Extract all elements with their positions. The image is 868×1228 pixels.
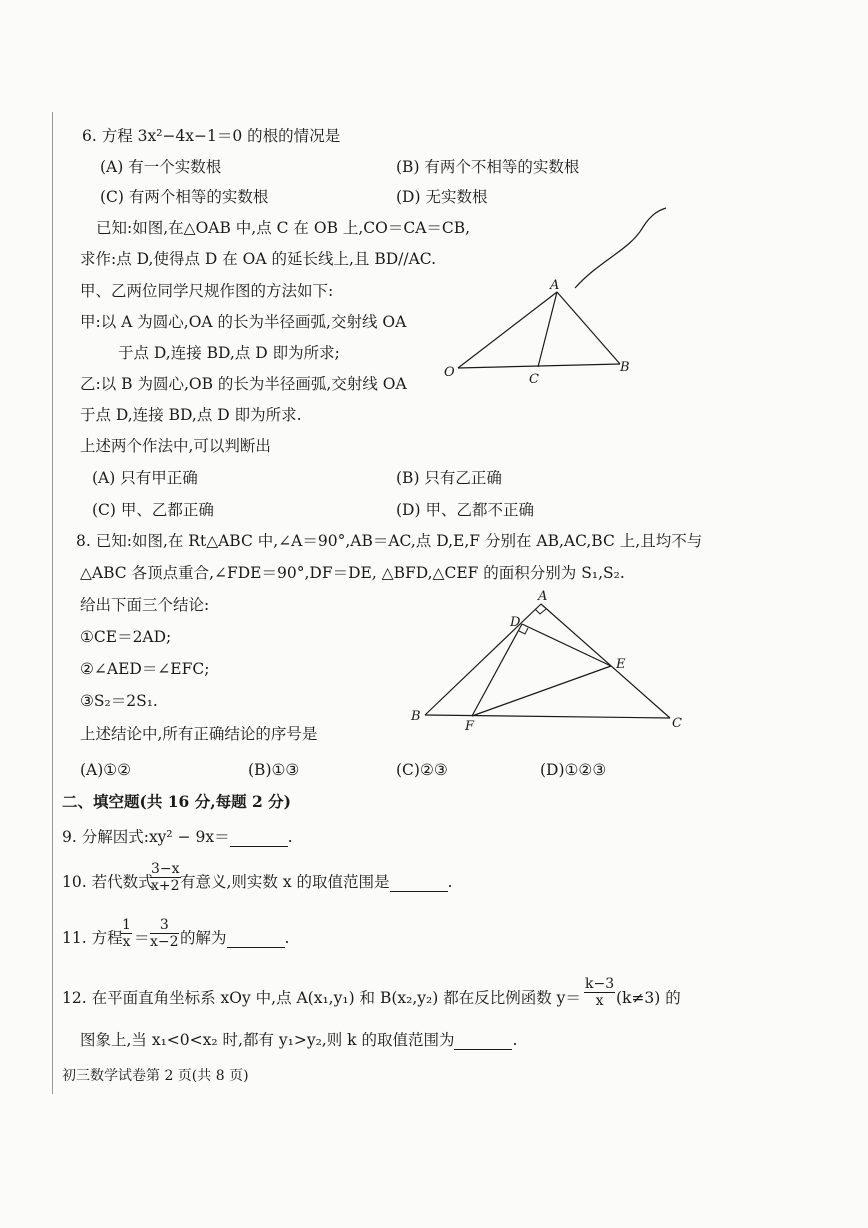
q8-segment-bc	[425, 715, 670, 718]
q7-option-b: (B) 只有乙正确	[396, 469, 502, 487]
q8-label-a: A	[538, 589, 548, 604]
q8-intro: 给出下面三个结论:	[80, 596, 210, 614]
q7-line-8: 上述两个作法中,可以判断出	[80, 437, 271, 455]
q7-label-o: O	[444, 365, 455, 380]
q6-option-a: (A) 有一个实数根	[100, 158, 222, 176]
q7-figure	[440, 205, 680, 385]
q8-label-f: F	[465, 719, 475, 734]
q10-suffix-line	[180, 872, 452, 892]
q8-segment-ac	[541, 604, 670, 718]
q10-numerator: 3−x	[151, 861, 180, 877]
q7-line-1: 已知:如图,在△OAB 中,点 C 在 OB 上,CO＝CA＝CB,	[96, 219, 471, 237]
q8-conclusion-3: ③S₂＝2S₁.	[80, 692, 158, 710]
q7-option-d: (D) 甲、乙都不正确	[396, 501, 534, 519]
q11-denominator-2: x−2	[150, 934, 179, 950]
q7-option-c: (C) 甲、乙都正确	[92, 501, 214, 519]
q12-answer-blank[interactable]	[454, 1035, 512, 1050]
q12-end: .	[512, 1031, 518, 1049]
q8-option-c: (C)②③	[396, 761, 448, 779]
q11-numerator-2: 3	[150, 917, 179, 934]
q8-line-2: △ABC 各顶点重合,∠FDE＝90°,DF＝DE, △BFD,△CEF 的面积分别为 S₁,S₂.	[80, 564, 625, 582]
q8-conclusion-2: ②∠AED＝∠EFC;	[80, 660, 210, 678]
q8-segment-de	[522, 624, 611, 666]
q7-label-b: B	[620, 360, 630, 375]
q12-line-2-text: 图象上,当 x₁<0<x₂ 时,都有 y₁>y₂,则 k 的取值范围为	[80, 1031, 455, 1049]
q7-line-2: 求作:点 D,使得点 D 在 OA 的延长线上,且 BD//AC.	[80, 250, 437, 268]
q7-label-c: C	[529, 372, 539, 385]
q8-label-d: D	[510, 615, 521, 630]
q8-option-b: (B)①③	[248, 761, 300, 779]
q11-equals: ＝	[134, 929, 150, 947]
q9-stem: 9. 分解因式:xy² − 9x＝	[62, 828, 230, 846]
q8-label-e: E	[616, 657, 626, 672]
q8-segment-df	[472, 624, 522, 716]
q10-suffix: 有意义,则实数 x 的取值范围是	[180, 873, 390, 891]
q12-line-1-prefix: 12. 在平面直角坐标系 xOy 中,点 A(x₁,y₁) 和 B(x₂,y₂) 都在反比例函数 y＝	[62, 989, 581, 1007]
section-2-title: 二、填空题(共 16 分,每题 2 分)	[62, 792, 292, 811]
q8-label-c: C	[672, 716, 682, 731]
q7-label-a: A	[550, 278, 560, 293]
q7-segment-ac	[538, 292, 557, 367]
q8-segment-ab	[425, 604, 541, 715]
q11-suffix-line	[180, 928, 289, 948]
q8-label-b: B	[411, 709, 421, 724]
q8-option-a: (A)①②	[80, 761, 132, 779]
q11-suffix: 的解为	[180, 929, 227, 947]
q12-numerator: k−3	[585, 976, 615, 992]
q8-conclusion-1: ①CE＝2AD;	[80, 628, 172, 646]
q10-answer-blank[interactable]	[390, 877, 448, 892]
q7-segment-ab	[557, 292, 620, 364]
q12-line-2	[80, 1030, 517, 1050]
q10-fraction	[150, 861, 181, 894]
q7-line-5: 于点 D,连接 BD,点 D 即为所求;	[118, 344, 340, 362]
q9-text	[62, 827, 293, 847]
q6-option-d: (D) 无实数根	[396, 188, 488, 206]
q7-option-a: (A) 只有甲正确	[92, 469, 198, 487]
q11-numerator-1: 1	[122, 917, 131, 933]
q9-answer-blank[interactable]	[230, 832, 288, 847]
q10-prefix: 10. 若代数式	[62, 873, 154, 891]
q6-stem: 6. 方程 3x²−4x−1＝0 的根的情况是	[82, 127, 341, 145]
q10-denominator: x+2	[151, 878, 180, 894]
left-margin-line	[52, 112, 53, 1094]
q8-segment-fe	[472, 666, 611, 716]
q8-right-angle-a	[535, 609, 546, 614]
q11-fraction-left	[121, 917, 132, 950]
q7-segment-oa	[458, 292, 557, 368]
q9-end: .	[287, 828, 293, 846]
q8-question: 上述结论中,所有正确结论的序号是	[80, 725, 318, 743]
q6-option-b: (B) 有两个不相等的实数根	[396, 158, 580, 176]
q11-fraction-right	[150, 917, 179, 950]
q7-line-4: 甲:以 A 为圆心,OA 的长为半径画弧,交射线 OA	[80, 313, 407, 331]
q8-option-d: (D)①②③	[540, 761, 607, 779]
q7-construction-arc	[575, 208, 666, 288]
q7-line-7: 于点 D,连接 BD,点 D 即为所求.	[80, 406, 302, 424]
q6-option-c: (C) 有两个相等的实数根	[100, 188, 269, 206]
page-footer: 初三数学试卷第 2 页(共 8 页)	[62, 1068, 249, 1084]
q11-answer-blank[interactable]	[227, 933, 285, 948]
q11-denominator-1: x	[122, 934, 131, 950]
q7-line-6: 乙:以 B 为圆心,OB 的长为半径画弧,交射线 OA	[80, 375, 407, 393]
q8-figure	[405, 588, 695, 738]
q8-line-1: 8. 已知:如图,在 Rt△ABC 中,∠A＝90°,AB＝AC,点 D,E,F 分别在 AB,AC,BC 上,且均不与	[76, 532, 703, 550]
q12-denominator: x	[595, 993, 604, 1009]
q7-line-3: 甲、乙两位同学尺规作图的方法如下:	[80, 282, 334, 300]
q11-prefix: 11. 方程	[62, 929, 123, 947]
q11-end: .	[284, 929, 290, 947]
q12-line-1-suffix: (k≠3) 的	[616, 989, 681, 1007]
q12-fraction	[584, 976, 615, 1009]
q10-end: .	[447, 873, 453, 891]
